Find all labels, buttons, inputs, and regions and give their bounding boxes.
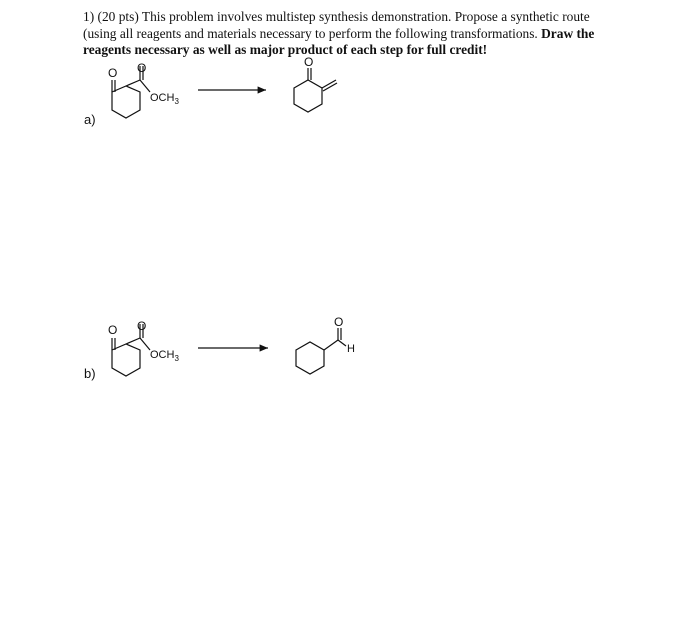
question-points: (20 pts) (97, 9, 139, 24)
cyclohexanone-ring-b (112, 344, 140, 376)
question-instructions: This problem involves multistep synthesis demonstration. Propose a synthetic route (using all reagents and materials necessary to perform the following transformations. (83, 9, 590, 41)
part-a-label: a) (84, 112, 96, 127)
product-a-structure (294, 68, 337, 112)
reactant-a-oxygen-2: O (137, 61, 147, 75)
product-b-aldehyde-h: H (347, 343, 355, 355)
reactant-a-methoxy: $OCH_3$ (150, 92, 179, 106)
reactant-b-oxygen-1: O (108, 323, 118, 337)
product-b-structure (296, 328, 346, 374)
reactant-a-oxygen-1: O (108, 66, 118, 80)
scheme-a (0, 0, 700, 140)
question-bold-instructions: Draw the reagents necessary as well as major product of each step for full credit! (83, 25, 595, 57)
product-b-oxygen: O (334, 315, 344, 329)
cyclohexanone-ring (112, 86, 140, 118)
reactant-b-oxygen-2: O (137, 319, 147, 333)
product-a-oxygen: O (304, 55, 314, 69)
cyclohexanone-product-ring (294, 80, 322, 112)
cyclohexyl-ring (296, 342, 324, 374)
reactant-b-methoxy: $OCH_3$ (150, 349, 179, 363)
part-b-label: b) (84, 366, 96, 381)
scheme-b (0, 300, 700, 400)
question-number: 1) (83, 9, 95, 24)
